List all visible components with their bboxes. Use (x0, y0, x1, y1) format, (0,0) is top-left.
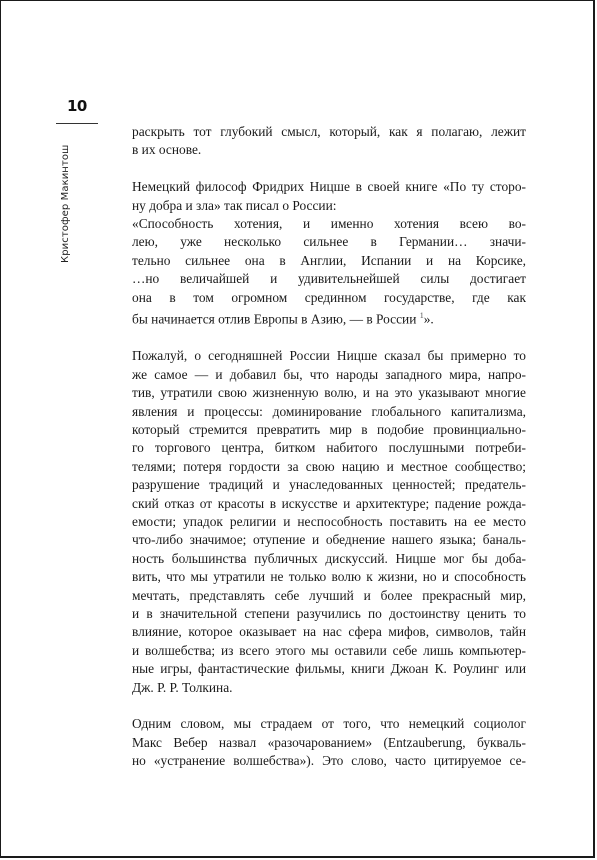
text-line: влияние, которое оказывает на нас сфера мифов, символов, тайн (132, 624, 526, 640)
text-line: раскрыть тот глубокий смысл, который, как я полагаю, лежит (132, 124, 526, 139)
quote-text: бы начинается отлив Европы в Азию, — в России (132, 311, 417, 327)
paragraph-1 (132, 123, 526, 160)
paragraph-4 (132, 715, 526, 770)
block-quote (132, 215, 526, 329)
text-line: ну добра и зла» так писал о России: (132, 197, 337, 213)
text-line: ский отказ от красоты в искусстве и архитектуре; падение рожда- (132, 495, 526, 511)
text-line: тив, утратили свою жизненную волю, и на это указывают многие (132, 385, 526, 401)
footnote-marker[interactable]: 1 (419, 311, 424, 321)
quote-line: она в том огромном срединном государстве, где как (132, 289, 526, 305)
text-line: разрушение традиций и унаследованных ценностей; предатель- (132, 477, 526, 493)
text-line: ные игры, фантастические фильмы, книги Джоан К. Роулинг или (132, 661, 526, 677)
page-number: 10 (67, 97, 87, 115)
text-line: вить, что мы утратили не только волю к жизни, но и способность (132, 569, 526, 585)
text-line: Макс Вебер назвал «разочарованием» (Entzauberung, букваль- (132, 734, 526, 750)
text-line: мечтать, представлять себе лучший и более прекрасный мир, (132, 587, 526, 603)
text-line: Дж. Р. Р. Толкина. (132, 679, 233, 695)
text-line: явления и процессы: доминирование глобального капитализма, (132, 403, 526, 419)
running-head-author: Кристофер Макинтош (60, 144, 71, 263)
text-line: и волшебства; из всего этого мы оставили себе лишь компьютер- (132, 642, 526, 658)
text-line: телями; потеря гордости за свою нацию и местное сообщество; (132, 458, 526, 474)
body-text (132, 123, 526, 771)
quote-line: лею, уже несколько сильнее в Германии… значи- (132, 234, 526, 250)
text-line: Одним словом, мы страдаем от того, что немецкий социолог (132, 716, 526, 732)
quote-line: тельно сильнее она в Англии, Испании и на Корсике, (132, 252, 526, 268)
text-line: ность большинства публичных дискуссий. Ницше мог бы доба- (132, 550, 526, 566)
paragraph-2 (132, 178, 526, 215)
text-line: но «устранение волшебства»). Это слово, часто цитируемое се- (132, 753, 526, 769)
text-line: и в значительной степени разучились по достоинству ценить то (132, 606, 526, 621)
text-line: же самое — и добавил бы, что народы западного мира, напро- (132, 366, 526, 382)
text-line: го торгового центра, битком набитого послушными потреби- (132, 440, 526, 456)
quote-line-last (132, 307, 526, 329)
text-line: Пожалуй, о сегодняшней России Ницше сказал бы примерно то (132, 348, 526, 364)
text-line: Немецкий философ Фридрих Ницше в своей книге «По ту сторо- (132, 179, 526, 195)
text-line: что-либо значимое; отупение и обеднение нашего языка; баналь- (132, 532, 526, 548)
quote-close: ». (423, 311, 434, 327)
text-line: в их основе. (132, 142, 202, 158)
text-line: емости; упадок религии и неспособность поставить на ее место (132, 513, 526, 529)
quote-line: …но величайшей и удивительнейшей силы достигает (132, 271, 526, 287)
quote-line: «Способность хотения, и именно хотения всею во- (132, 216, 526, 232)
paragraph-3 (132, 347, 526, 697)
text-line: который стремится превратить мир в подобие провинциально- (132, 421, 526, 437)
